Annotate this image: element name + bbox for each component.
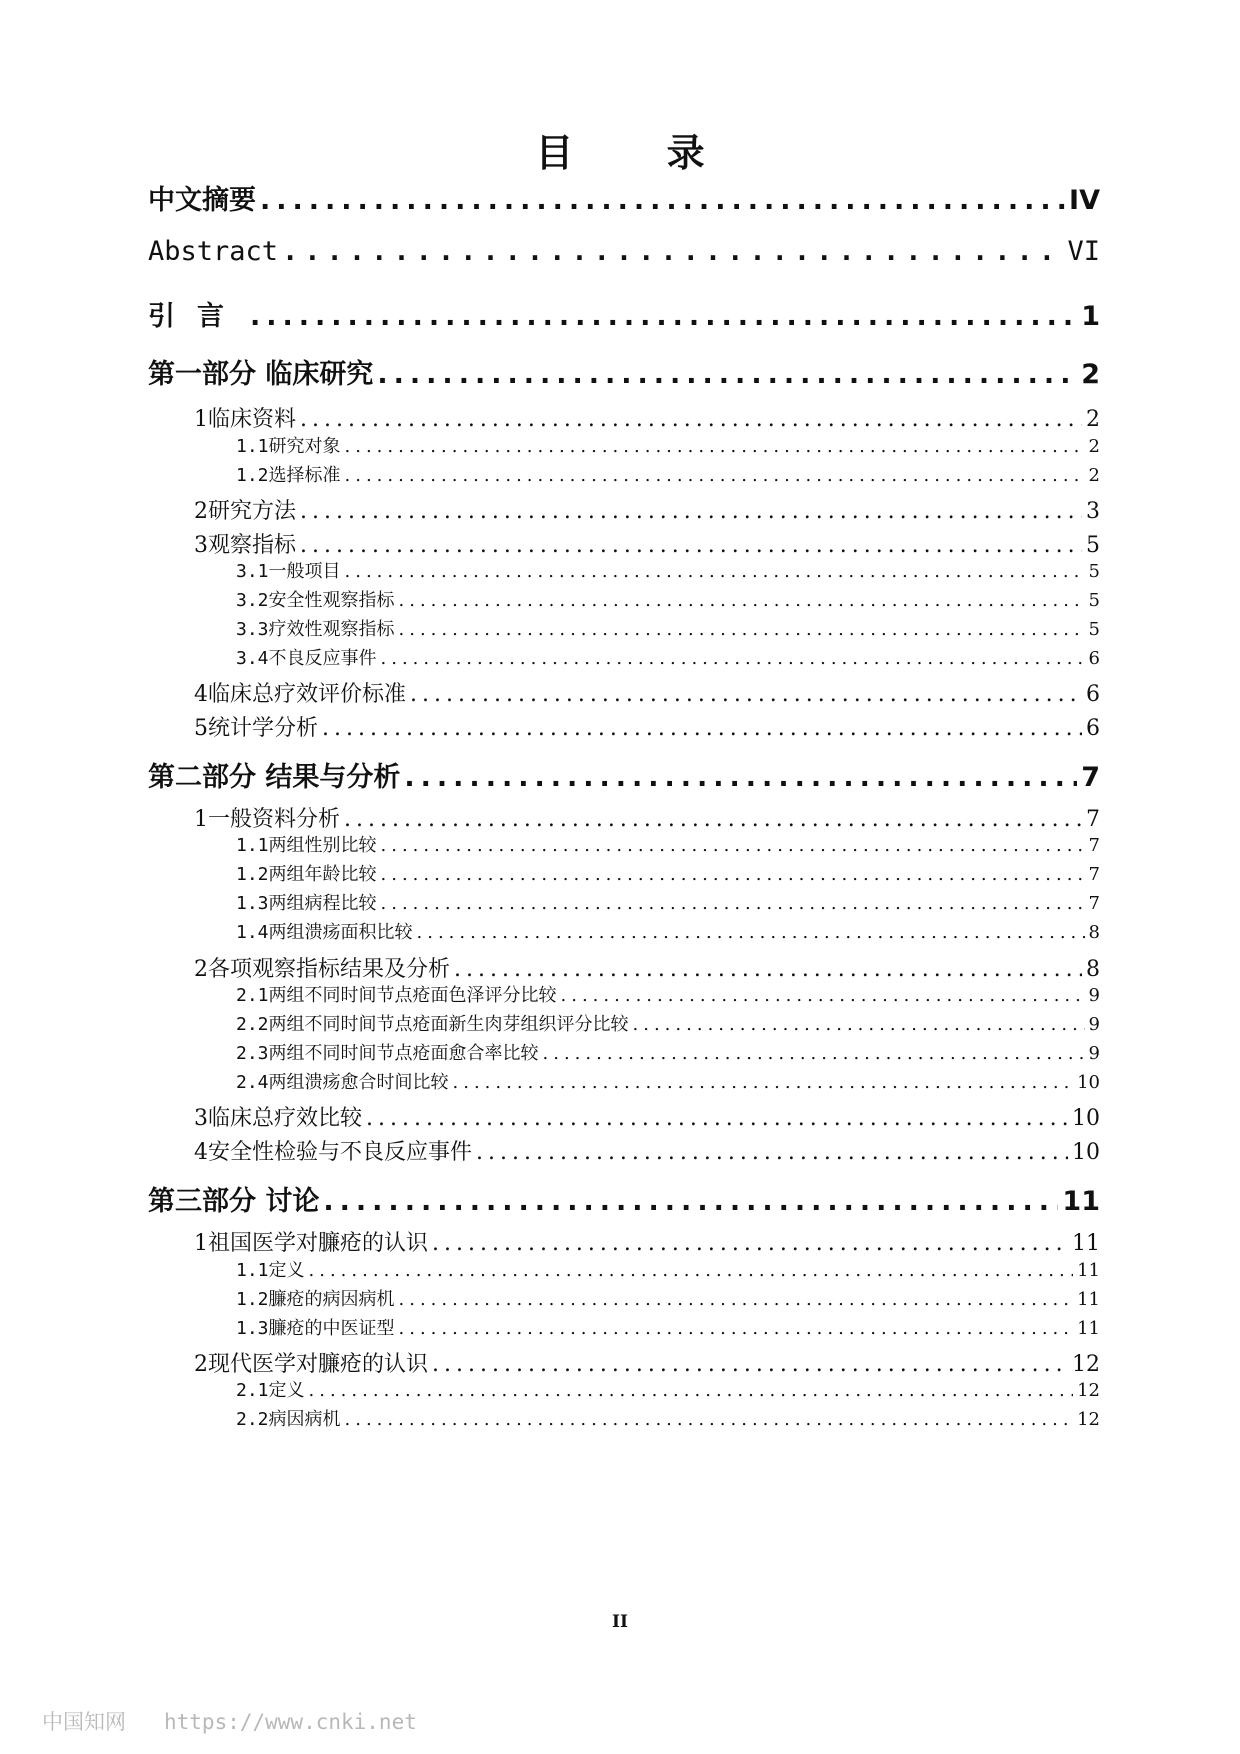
toc-entry-label: 第二部分 结果与分析: [148, 762, 401, 793]
toc-entry[interactable]: [194, 952, 1100, 983]
toc-entry-number: 1.2: [236, 864, 269, 885]
toc-entry[interactable]: [236, 981, 1100, 1007]
toc-entry-number: 2.2: [236, 1409, 269, 1430]
toc-entry-page: 12: [1072, 1352, 1100, 1377]
toc-leader-dots: [345, 1409, 1074, 1430]
toc-entry-page: 7: [1081, 762, 1100, 793]
toc-entry-number: 1.1: [236, 1260, 269, 1281]
toc-entry[interactable]: [194, 802, 1100, 833]
toc-entry[interactable]: [194, 1101, 1100, 1132]
toc-entry-label: 病因病机: [268, 1409, 341, 1430]
toc-entry-page: 5: [1088, 619, 1100, 640]
toc-leader-dots: [309, 1380, 1074, 1401]
toc-entry[interactable]: [194, 677, 1100, 708]
toc-leader-dots: [410, 682, 1082, 707]
toc-entry-label: 疗效性观察指标: [268, 619, 395, 640]
toc-entry-label: 选择标准: [268, 465, 341, 486]
toc-entry-label: 现代医学对臁疮的认识: [208, 1352, 429, 1377]
toc-leader-dots: [381, 893, 1085, 914]
toc-entry[interactable]: [236, 615, 1100, 641]
toc-entry-number: 1.3: [236, 893, 269, 914]
toc-leader-dots: [381, 835, 1085, 856]
toc-entry-number: 2: [194, 1352, 208, 1377]
toc-entry-page: 10: [1072, 1140, 1100, 1165]
toc-entry-page: 9: [1088, 1043, 1100, 1064]
toc-entry-page: VI: [1067, 236, 1100, 267]
toc-entry-label: 两组溃疡愈合时间比较: [268, 1072, 449, 1093]
toc-entry-number: 1.3: [236, 1318, 269, 1339]
toc-leader-dots: [476, 1140, 1068, 1165]
toc-leader-dots: [633, 1014, 1085, 1035]
toc-entry-page: 5: [1088, 590, 1100, 611]
toc-entry[interactable]: [236, 831, 1100, 857]
toc-entry-number: 1.1: [236, 436, 269, 457]
toc-entry-label: 第一部分 临床研究: [148, 359, 374, 390]
toc-entry-number: 3: [194, 533, 208, 558]
toc-leader-dots: [399, 590, 1085, 611]
toc-entry-label: 臁疮的病因病机: [268, 1289, 395, 1310]
toc-leader-dots: [366, 1106, 1068, 1131]
toc-leader-dots: [417, 922, 1085, 943]
toc-entry[interactable]: [236, 586, 1100, 612]
toc-entry-label: 临床总疗效评价标准: [208, 682, 407, 707]
toc-entry-label: 统计学分析: [208, 716, 319, 741]
toc-entry[interactable]: [194, 402, 1100, 433]
toc-leader-dots: [432, 1231, 1068, 1256]
toc-entry[interactable]: [194, 1135, 1100, 1166]
toc-entry[interactable]: [236, 461, 1100, 487]
toc-entry-label: 定义: [268, 1380, 305, 1401]
toc-entry-number: 1: [194, 807, 208, 832]
toc-entry-page: 2: [1086, 407, 1100, 432]
toc-entry-page: 12: [1077, 1409, 1100, 1430]
toc-entry[interactable]: [236, 1376, 1100, 1402]
toc-leader-dots: [432, 1352, 1068, 1377]
toc-entry-label: 两组不同时间节点疮面色泽评分比较: [268, 985, 557, 1006]
toc-entry-number: 1.2: [236, 465, 269, 486]
toc-entry[interactable]: [148, 352, 1100, 391]
toc-entry-page: 2: [1088, 465, 1100, 486]
page-number: II: [612, 1612, 628, 1632]
toc-entry-label: 两组溃疡面积比较: [268, 922, 413, 943]
toc-entry-label: 一般资料分析: [208, 807, 341, 832]
toc-entry-label: 中文摘要: [148, 185, 256, 216]
toc-entry-label: 安全性观察指标: [268, 590, 395, 611]
toc-entry-page: 11: [1077, 1289, 1100, 1310]
toc-entry-label: 研究对象: [268, 436, 341, 457]
toc-entry-label: 两组不同时间节点疮面新生肉芽组织评分比较: [268, 1014, 629, 1035]
toc-entry[interactable]: [148, 178, 1100, 217]
toc-entry-page: IV: [1069, 185, 1100, 216]
toc-entry-page: 11: [1062, 1186, 1100, 1217]
toc-leader-dots: [345, 436, 1085, 457]
toc-entry-page: 12: [1077, 1380, 1100, 1401]
toc-leader-dots: [323, 1186, 1058, 1217]
toc-entry-number: 2.1: [236, 985, 269, 1006]
toc-entry-number: 2.4: [236, 1072, 269, 1093]
toc-entry[interactable]: [148, 294, 1100, 333]
toc-entry-label: 两组病程比较: [268, 893, 377, 914]
toc-leader-dots: [309, 1260, 1074, 1281]
toc-entry-number: 1: [194, 407, 208, 432]
watermark: [42, 1706, 417, 1736]
toc-leader-dots: [399, 1318, 1074, 1339]
toc-entry-number: 5: [194, 716, 208, 741]
toc-entry-number: 1.2: [236, 1289, 269, 1310]
toc-entry-label: 引言: [148, 301, 246, 332]
toc-leader-dots: [260, 185, 1065, 216]
toc-entry-label: 第三部分 讨论: [148, 1186, 320, 1217]
toc-entry-number: 2: [194, 499, 208, 524]
toc-leader-dots: [377, 359, 1077, 390]
toc-entry-page: 5: [1088, 561, 1100, 582]
toc-leader-dots: [399, 1289, 1074, 1310]
toc-entry-page: 3: [1086, 499, 1100, 524]
toc-entry-page: 10: [1077, 1072, 1100, 1093]
toc-entry-number: 3.2: [236, 590, 269, 611]
toc-entry[interactable]: [236, 1039, 1100, 1065]
toc-leader-dots: [404, 762, 1077, 793]
toc-entry[interactable]: [148, 236, 1100, 267]
toc-entry-page: 7: [1088, 893, 1100, 914]
toc-entry[interactable]: [236, 1256, 1100, 1282]
toc-entry-page: 5: [1086, 533, 1100, 558]
toc-entry[interactable]: [236, 1285, 1100, 1311]
watermark-url: https://www.cnki.net: [164, 1710, 417, 1734]
toc-leader-dots: [399, 619, 1085, 640]
toc-entry[interactable]: [148, 755, 1100, 794]
toc-entry[interactable]: [194, 494, 1100, 525]
toc-entry-page: 2: [1088, 436, 1100, 457]
toc-entry-page: 1: [1081, 301, 1100, 332]
toc-entry[interactable]: [236, 1068, 1100, 1094]
toc-entry-label: 定义: [268, 1260, 305, 1281]
toc-entry-label: 两组性别比较: [268, 835, 377, 856]
toc-entry-page: 11: [1077, 1318, 1100, 1339]
toc-entry-page: 6: [1086, 716, 1100, 741]
toc-entry-number: 2.3: [236, 1043, 269, 1064]
toc-leader-dots: [322, 716, 1082, 741]
toc-entry[interactable]: [194, 1347, 1100, 1378]
toc-entry-page: 8: [1088, 922, 1100, 943]
toc-entry-page: 10: [1072, 1106, 1100, 1131]
toc-entry[interactable]: [236, 889, 1100, 915]
toc-entry-number: 2: [194, 957, 208, 982]
toc-entry-page: 2: [1081, 359, 1100, 390]
toc-entry-page: 11: [1077, 1260, 1100, 1281]
toc-entry-page: 7: [1086, 807, 1100, 832]
toc-entry-label: 两组年龄比较: [268, 864, 377, 885]
toc-entry-label: 祖国医学对臁疮的认识: [208, 1231, 429, 1256]
toc-leader-dots: [543, 1043, 1085, 1064]
toc-leader-dots: [300, 533, 1082, 558]
toc-entry-page: 7: [1088, 864, 1100, 885]
toc-leader-dots: [454, 957, 1082, 982]
toc-entry-page: 7: [1088, 835, 1100, 856]
toc-entry[interactable]: [236, 1405, 1100, 1431]
toc-entry-number: 3.4: [236, 648, 269, 669]
toc-entry-page: 9: [1088, 985, 1100, 1006]
toc-entry-label: 两组不同时间节点疮面愈合率比较: [268, 1043, 539, 1064]
toc-leader-dots: [561, 985, 1085, 1006]
toc-entry-label: 观察指标: [208, 533, 297, 558]
toc-entry-label: 临床资料: [208, 407, 297, 432]
toc-entry-label: 不良反应事件: [268, 648, 377, 669]
toc-entry-number: 4: [194, 682, 208, 707]
toc-entry-page: 9: [1088, 1014, 1100, 1035]
toc-leader-dots: [344, 807, 1082, 832]
toc-entry-number: 4: [194, 1140, 208, 1165]
toc-entry-number: 1: [194, 1231, 208, 1256]
toc-entry[interactable]: [194, 711, 1100, 742]
toc-entry-number: 1.4: [236, 922, 269, 943]
toc-entry-label: 各项观察指标结果及分析: [208, 957, 451, 982]
toc-entry-page: 11: [1072, 1231, 1100, 1256]
toc-leader-dots: [453, 1072, 1074, 1093]
toc-entry-number: 3: [194, 1106, 208, 1131]
toc-entry[interactable]: [236, 860, 1100, 886]
toc-entry-page: 8: [1086, 957, 1100, 982]
toc-leader-dots: [282, 236, 1063, 267]
toc-entry[interactable]: [236, 644, 1100, 670]
toc-entry-label: Abstract: [148, 236, 279, 267]
toc-leader-dots: [300, 407, 1082, 432]
page-title: 目 录: [535, 131, 745, 175]
toc-entry[interactable]: [194, 1226, 1100, 1257]
toc-entry-label: 臁疮的中医证型: [268, 1318, 395, 1339]
toc-entry-number: 3.1: [236, 561, 269, 582]
toc-entry-label: 一般项目: [268, 561, 341, 582]
toc-entry-number: 2.2: [236, 1014, 269, 1035]
toc-entry-label: 研究方法: [208, 499, 297, 524]
toc-leader-dots: [381, 648, 1085, 669]
toc-entry[interactable]: [236, 1010, 1100, 1036]
toc-entry-page: 6: [1088, 648, 1100, 669]
toc-entry[interactable]: [236, 1314, 1100, 1340]
toc-entry-label: 安全性检验与不良反应事件: [208, 1140, 473, 1165]
toc-leader-dots: [345, 561, 1085, 582]
toc-entry[interactable]: [194, 528, 1100, 559]
toc-entry-label: 临床总疗效比较: [208, 1106, 363, 1131]
toc-entry[interactable]: [236, 918, 1100, 944]
toc-leader-dots: [250, 301, 1077, 332]
toc-entry-page: 6: [1086, 682, 1100, 707]
toc-entry-number: 3.3: [236, 619, 269, 640]
toc-leader-dots: [345, 465, 1085, 486]
watermark-brand: 中国知网: [42, 1710, 126, 1734]
toc-leader-dots: [381, 864, 1085, 885]
toc-entry[interactable]: [236, 432, 1100, 458]
toc-entry[interactable]: [148, 1179, 1100, 1218]
toc-leader-dots: [300, 499, 1082, 524]
toc-entry-number: 1.1: [236, 835, 269, 856]
toc-entry[interactable]: [236, 557, 1100, 583]
toc-entry-number: 2.1: [236, 1380, 269, 1401]
